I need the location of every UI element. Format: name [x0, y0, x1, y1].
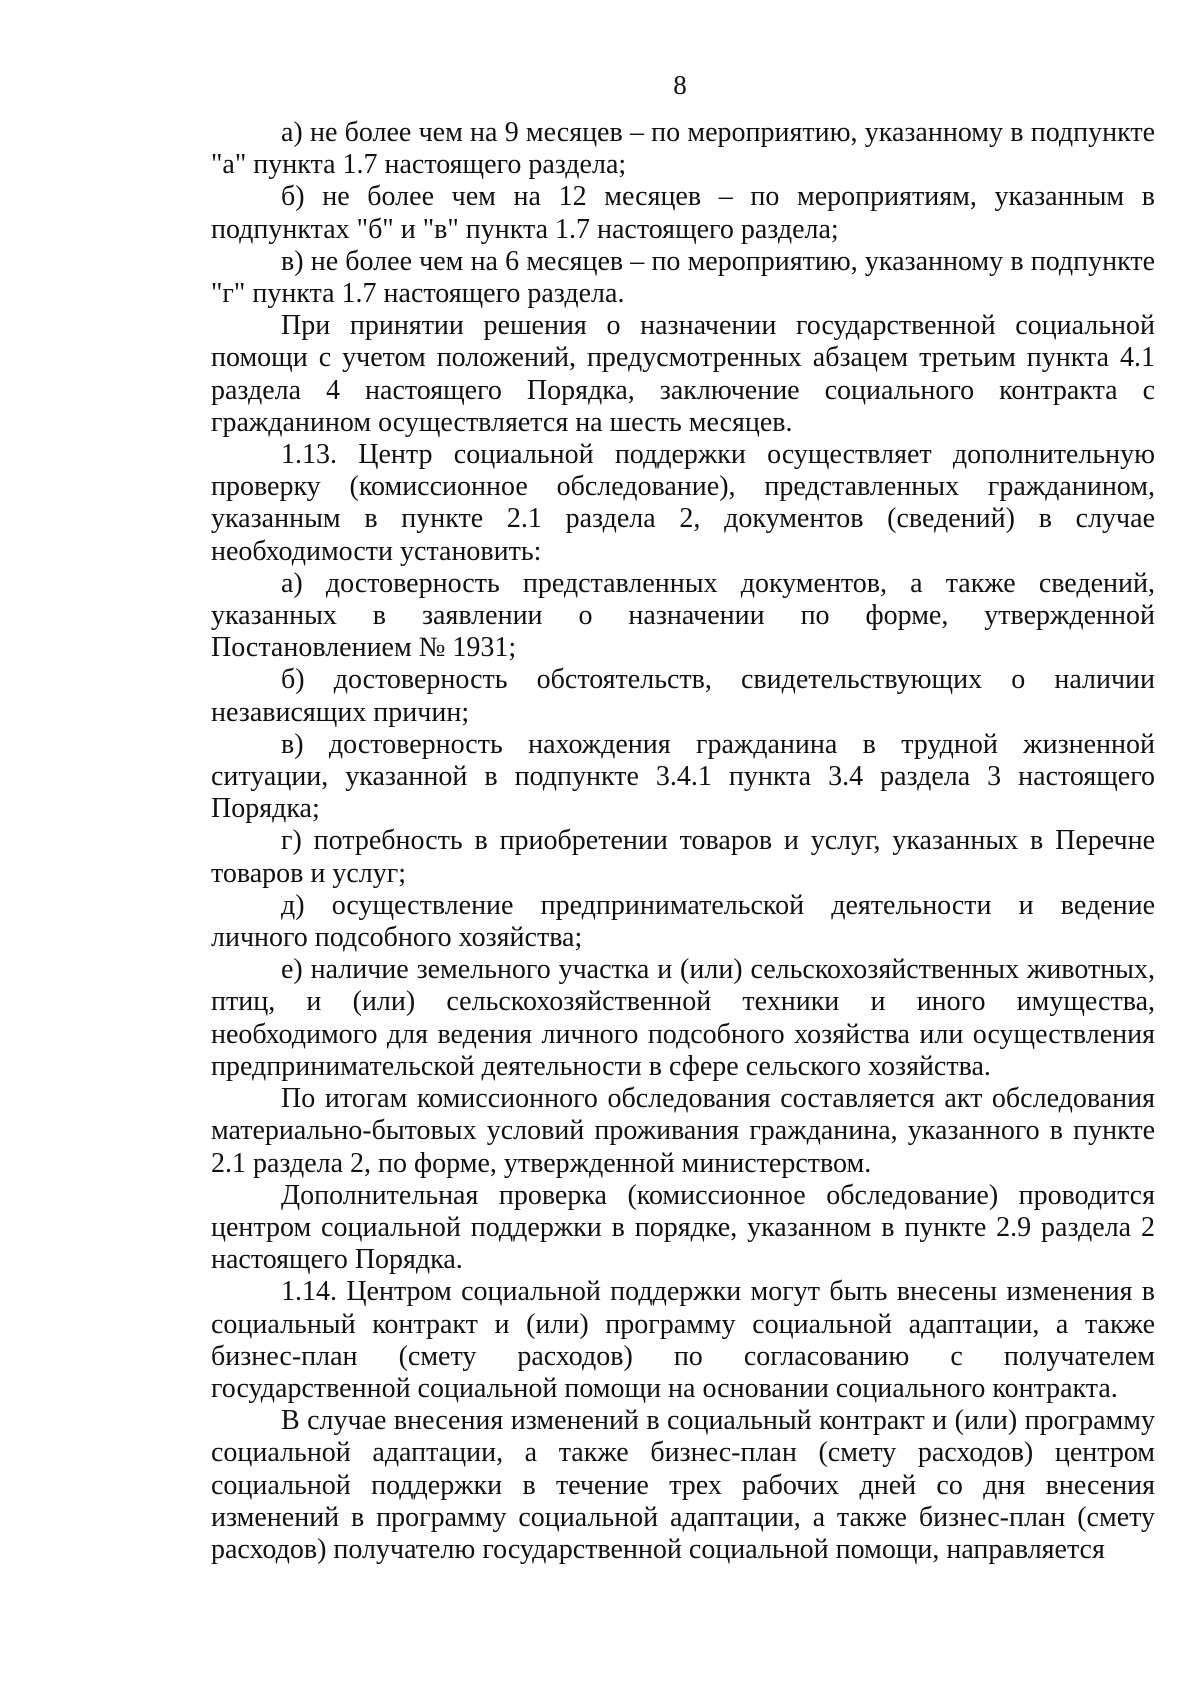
paragraph-8: в) достоверность нахождения гражданина в трудной жизненной ситуации, указанной в подпункте 3.4.1 пункта 3.4 раздела 3 настоящего Порядка; — [211, 728, 1155, 825]
paragraph-12: По итогам комиссионного обследования составляется акт обследования материально-бытовых условий проживания гражданина, указанного в пункте 2.1 раздела 2, по форме, утвержденной министерством. — [211, 1083, 1155, 1179]
paragraph-10: д) осуществление предпринимательской деятельности и ведение личного подсобного хозяйства; — [211, 889, 1155, 954]
paragraph-3: в) не более чем на 6 месяцев – по мероприятию, указанному в подпункте "г" пункта 1.7 настоящего раздела. — [211, 245, 1155, 310]
paragraph-4: При принятии решения о назначении государственной социальной помощи с учетом положений, предусмотренных абзацем третьим пункта 4.1 раздела 4 настоящего Порядка, заключение социального контракта с гражданином осуществляется на шесть месяцев. — [211, 310, 1155, 438]
paragraph-9: г) потребность в приобретении товаров и услуг, указанных в Перечне товаров и услуг; — [211, 825, 1155, 889]
paragraph-7: б) достоверность обстоятельств, свидетельствующих о наличии независящих причин; — [211, 664, 1155, 728]
paragraph-15: В случае внесения изменений в социальный контракт и (или) программу социальной адаптации, а также бизнес-план (смету расходов) центром социальной поддержки в течение трех рабочих дней со дня внесения изменений в программу социальной адаптации, а также бизнес-план (смету расходов) получателю государственной социальной помощи, направляется — [211, 1405, 1155, 1565]
paragraph-5: 1.13. Центр социальной поддержки осуществляет дополнительную проверку (комиссионное обследование), представленных гражданином, указанным в пункте 2.1 раздела 2, документов (сведений) в случае необходимости установить: — [211, 439, 1155, 567]
paragraph-11: е) наличие земельного участка и (или) сельскохозяйственных животных, птиц, и (или) сельскохозяйственной техники и иного имущества, необходимого для ведения личного подсобного хозяйства или осуществления предпринимательской деятельности в сфере сельского хозяйства. — [211, 954, 1155, 1082]
paragraph-2: б) не более чем на 12 месяцев – по мероприятиям, указанным в подпунктах "б" и "в" пункта 1.7 настоящего раздела; — [211, 181, 1155, 245]
paragraph-1: а) не более чем на 9 месяцев – по мероприятию, указанному в подпункте "а" пункта 1.7 настоящего раздела; — [211, 117, 1155, 181]
paragraph-13: Дополнительная проверка (комиссионное обследование) проводится центром социальной поддержки в порядке, указанном в пункте 2.9 раздела 2 настоящего Порядка. — [211, 1179, 1155, 1276]
page-number: 8 — [673, 70, 687, 100]
document-body — [211, 117, 1155, 1566]
paragraph-14: 1.14. Центром социальной поддержки могут быть внесены изменения в социальный контракт и (или) программу социальной адаптации, а также бизнес-план (смету расходов) по согласованию с получателем государственной социальной помощи на основании социального контракта. — [211, 1276, 1155, 1404]
paragraph-6: а) достоверность представленных документов, а также сведений, указанных в заявлении о назначении по форме, утвержденной Постановлением № 1931; — [211, 567, 1155, 664]
